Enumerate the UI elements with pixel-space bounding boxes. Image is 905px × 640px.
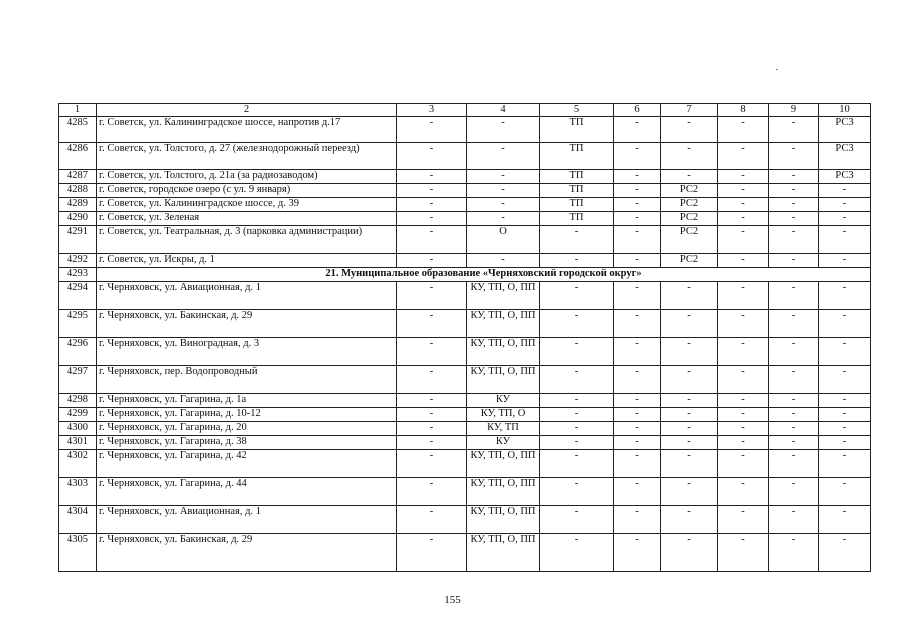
value-cell: - [614, 170, 661, 184]
value-cell: - [397, 198, 467, 212]
value-cell: - [467, 117, 540, 143]
value-cell: - [718, 282, 769, 310]
value-cell: - [718, 478, 769, 506]
value-cell: - [614, 408, 661, 422]
section-title: 21. Муниципальное образование «Черняховский городской округ» [97, 268, 871, 282]
row-number: 4288 [59, 184, 97, 198]
value-cell: - [819, 338, 871, 366]
header-cell: 3 [397, 104, 467, 117]
value-cell: - [819, 226, 871, 254]
value-cell: - [661, 478, 718, 506]
value-cell: - [540, 408, 614, 422]
value-cell: КУ, ТП, О, ПП [467, 478, 540, 506]
value-cell: - [819, 184, 871, 198]
value-cell: - [718, 338, 769, 366]
table-row [59, 184, 871, 198]
header-cell: 8 [718, 104, 769, 117]
value-cell: - [540, 394, 614, 408]
value-cell: - [540, 478, 614, 506]
row-number: 4303 [59, 478, 97, 506]
address-cell: г. Черняховск, ул. Авиационная, д. 1 [97, 282, 397, 310]
value-cell: - [614, 282, 661, 310]
value-cell: - [614, 534, 661, 572]
value-cell: - [467, 198, 540, 212]
value-cell: РС2 [661, 226, 718, 254]
value-cell: КУ, ТП, О, ПП [467, 310, 540, 338]
row-number: 4298 [59, 394, 97, 408]
value-cell: - [661, 310, 718, 338]
value-cell: РС3 [819, 143, 871, 170]
value-cell: КУ, ТП [467, 422, 540, 436]
value-cell: - [769, 422, 819, 436]
value-cell: - [397, 478, 467, 506]
value-cell: КУ [467, 436, 540, 450]
address-cell: г. Черняховск, ул. Бакинская, д. 29 [97, 310, 397, 338]
value-cell: - [769, 226, 819, 254]
value-cell: - [718, 226, 769, 254]
value-cell: - [819, 366, 871, 394]
value-cell: - [467, 184, 540, 198]
value-cell: - [819, 506, 871, 534]
value-cell: - [718, 170, 769, 184]
row-number: 4294 [59, 282, 97, 310]
value-cell: КУ, ТП, О, ПП [467, 450, 540, 478]
value-cell: КУ, ТП, О [467, 408, 540, 422]
value-cell: РС2 [661, 254, 718, 268]
value-cell: - [614, 212, 661, 226]
value-cell: - [614, 366, 661, 394]
table-row [59, 310, 871, 338]
value-cell: - [397, 436, 467, 450]
value-cell: КУ, ТП, О, ПП [467, 282, 540, 310]
value-cell: - [661, 422, 718, 436]
value-cell: - [769, 338, 819, 366]
value-cell: - [718, 212, 769, 226]
row-number: 4301 [59, 436, 97, 450]
row-number: 4291 [59, 226, 97, 254]
table-row [59, 408, 871, 422]
header-cell: 10 [819, 104, 871, 117]
value-cell: - [769, 282, 819, 310]
value-cell: - [467, 170, 540, 184]
scan-speck [776, 69, 778, 70]
value-cell: - [614, 226, 661, 254]
value-cell: - [397, 506, 467, 534]
page-number: 155 [444, 594, 461, 606]
header-cell: 1 [59, 104, 97, 117]
value-cell: - [661, 534, 718, 572]
value-cell: - [769, 212, 819, 226]
value-cell: - [769, 408, 819, 422]
row-number: 4290 [59, 212, 97, 226]
value-cell: КУ, ТП, О, ПП [467, 534, 540, 572]
value-cell: КУ, ТП, О, ПП [467, 366, 540, 394]
value-cell: - [540, 422, 614, 436]
row-number: 4304 [59, 506, 97, 534]
row-number: 4289 [59, 198, 97, 212]
value-cell: - [718, 184, 769, 198]
row-number: 4297 [59, 366, 97, 394]
value-cell: - [614, 436, 661, 450]
table-row [59, 226, 871, 254]
value-cell: - [540, 310, 614, 338]
table-row [59, 212, 871, 226]
header-cell: 6 [614, 104, 661, 117]
value-cell: - [819, 212, 871, 226]
row-number: 4287 [59, 170, 97, 184]
value-cell: - [819, 310, 871, 338]
value-cell: - [819, 478, 871, 506]
value-cell: - [397, 184, 467, 198]
row-number: 4293 [59, 268, 97, 282]
value-cell: - [769, 478, 819, 506]
value-cell: РС2 [661, 198, 718, 212]
value-cell: - [397, 117, 467, 143]
value-cell: О [467, 226, 540, 254]
address-cell: г. Черняховск, ул. Гагарина, д. 1а [97, 394, 397, 408]
value-cell: - [718, 143, 769, 170]
table-row [59, 534, 871, 572]
value-cell: РС3 [819, 117, 871, 143]
row-number: 4285 [59, 117, 97, 143]
address-cell: г. Черняховск, ул. Гагарина, д. 44 [97, 478, 397, 506]
value-cell: - [397, 310, 467, 338]
value-cell: - [661, 450, 718, 478]
table-row [59, 450, 871, 478]
value-cell: КУ [467, 394, 540, 408]
row-number: 4292 [59, 254, 97, 268]
table-row [59, 254, 871, 268]
value-cell: - [614, 254, 661, 268]
value-cell: РС3 [819, 170, 871, 184]
value-cell: - [397, 450, 467, 478]
value-cell: - [718, 366, 769, 394]
table-row [59, 143, 871, 170]
value-cell: - [614, 422, 661, 436]
value-cell: - [718, 408, 769, 422]
value-cell: - [540, 338, 614, 366]
value-cell: - [718, 310, 769, 338]
value-cell: - [769, 198, 819, 212]
value-cell: - [661, 366, 718, 394]
table-row [59, 282, 871, 310]
value-cell: - [769, 117, 819, 143]
address-cell: г. Советск, ул. Толстого, д. 27 (железнодорожный переезд) [97, 143, 397, 170]
address-cell: г. Черняховск, ул. Виноградная, д. 3 [97, 338, 397, 366]
row-number: 4302 [59, 450, 97, 478]
value-cell: - [661, 338, 718, 366]
table-row [59, 117, 871, 143]
value-cell: - [718, 254, 769, 268]
value-cell: - [397, 366, 467, 394]
value-cell: - [769, 506, 819, 534]
value-cell: ТП [540, 212, 614, 226]
value-cell: - [718, 450, 769, 478]
value-cell: - [397, 254, 467, 268]
address-cell: г. Черняховск, ул. Бакинская, д. 29 [97, 534, 397, 572]
value-cell: КУ, ТП, О, ПП [467, 338, 540, 366]
value-cell: ТП [540, 184, 614, 198]
value-cell: - [819, 422, 871, 436]
value-cell: - [397, 394, 467, 408]
value-cell: - [397, 338, 467, 366]
value-cell: - [540, 254, 614, 268]
header-cell: 2 [97, 104, 397, 117]
value-cell: РС2 [661, 212, 718, 226]
section-row [59, 268, 871, 282]
value-cell: - [540, 450, 614, 478]
header-cell: 7 [661, 104, 718, 117]
value-cell: ТП [540, 143, 614, 170]
header-cell: 5 [540, 104, 614, 117]
table-row [59, 422, 871, 436]
row-number: 4296 [59, 338, 97, 366]
value-cell: - [614, 478, 661, 506]
value-cell: - [614, 198, 661, 212]
value-cell: - [769, 366, 819, 394]
address-cell: г. Советск, ул. Калининградское шоссе, напротив д.17 [97, 117, 397, 143]
table-row [59, 338, 871, 366]
table-row [59, 506, 871, 534]
value-cell: - [661, 117, 718, 143]
table-row [59, 366, 871, 394]
value-cell: - [397, 422, 467, 436]
row-number: 4286 [59, 143, 97, 170]
value-cell: - [819, 534, 871, 572]
value-cell: - [661, 408, 718, 422]
value-cell: - [819, 408, 871, 422]
value-cell: - [540, 506, 614, 534]
value-cell: - [819, 282, 871, 310]
value-cell: - [467, 254, 540, 268]
value-cell: - [718, 422, 769, 436]
value-cell: - [819, 254, 871, 268]
value-cell: - [819, 436, 871, 450]
value-cell: - [718, 198, 769, 212]
value-cell: - [614, 450, 661, 478]
value-cell: ТП [540, 117, 614, 143]
value-cell: - [769, 436, 819, 450]
value-cell: - [614, 143, 661, 170]
value-cell: - [769, 450, 819, 478]
value-cell: - [769, 534, 819, 572]
address-cell: г. Советск, ул. Искры, д. 1 [97, 254, 397, 268]
table-row [59, 478, 871, 506]
value-cell: - [718, 436, 769, 450]
address-cell: г. Черняховск, ул. Гагарина, д. 20 [97, 422, 397, 436]
row-number: 4300 [59, 422, 97, 436]
value-cell: - [397, 282, 467, 310]
value-cell: - [769, 143, 819, 170]
table-row [59, 170, 871, 184]
address-cell: г. Черняховск, ул. Гагарина, д. 38 [97, 436, 397, 450]
table-row [59, 394, 871, 408]
address-cell: г. Советск, ул. Театральная, д. 3 (парковка администрации) [97, 226, 397, 254]
value-cell: - [397, 534, 467, 572]
value-cell: - [614, 184, 661, 198]
value-cell: - [769, 184, 819, 198]
value-cell: - [614, 117, 661, 143]
address-cell: г. Советск, городское озеро (с ул. 9 января) [97, 184, 397, 198]
header-cell: 9 [769, 104, 819, 117]
table-row [59, 436, 871, 450]
value-cell: - [540, 366, 614, 394]
value-cell: - [661, 394, 718, 408]
table-row [59, 198, 871, 212]
address-cell: г. Черняховск, пер. Водопроводный [97, 366, 397, 394]
value-cell: - [661, 170, 718, 184]
value-cell: - [397, 212, 467, 226]
header-row [59, 104, 871, 117]
value-cell: - [769, 254, 819, 268]
value-cell: - [540, 226, 614, 254]
value-cell: - [769, 394, 819, 408]
address-cell: г. Черняховск, ул. Гагарина, д. 10-12 [97, 408, 397, 422]
value-cell: - [614, 338, 661, 366]
value-cell: - [769, 170, 819, 184]
value-cell: - [397, 226, 467, 254]
value-cell: - [718, 394, 769, 408]
row-number: 4299 [59, 408, 97, 422]
value-cell: - [718, 506, 769, 534]
value-cell: - [540, 282, 614, 310]
value-cell: - [467, 212, 540, 226]
value-cell: - [718, 117, 769, 143]
value-cell: - [819, 450, 871, 478]
address-cell: г. Черняховск, ул. Гагарина, д. 42 [97, 450, 397, 478]
row-number: 4305 [59, 534, 97, 572]
value-cell: РС2 [661, 184, 718, 198]
header-cell: 4 [467, 104, 540, 117]
value-cell: - [661, 282, 718, 310]
value-cell: - [614, 506, 661, 534]
address-cell: г. Черняховск, ул. Авиационная, д. 1 [97, 506, 397, 534]
address-cell: г. Советск, ул. Калининградское шоссе, д. 39 [97, 198, 397, 212]
value-cell: - [397, 170, 467, 184]
value-cell: - [819, 198, 871, 212]
value-cell: - [397, 408, 467, 422]
value-cell: - [467, 143, 540, 170]
value-cell: - [661, 506, 718, 534]
value-cell: - [769, 310, 819, 338]
value-cell: - [540, 534, 614, 572]
address-cell: г. Советск, ул. Зеленая [97, 212, 397, 226]
value-cell: - [540, 436, 614, 450]
value-cell: - [661, 143, 718, 170]
value-cell: - [819, 394, 871, 408]
value-cell: ТП [540, 170, 614, 184]
row-number: 4295 [59, 310, 97, 338]
value-cell: - [397, 143, 467, 170]
value-cell: - [718, 534, 769, 572]
value-cell: - [614, 310, 661, 338]
value-cell: КУ, ТП, О, ПП [467, 506, 540, 534]
register-table [58, 103, 871, 572]
value-cell: - [614, 394, 661, 408]
address-cell: г. Советск, ул. Толстого, д. 21а (за радиозаводом) [97, 170, 397, 184]
value-cell: ТП [540, 198, 614, 212]
value-cell: - [661, 436, 718, 450]
